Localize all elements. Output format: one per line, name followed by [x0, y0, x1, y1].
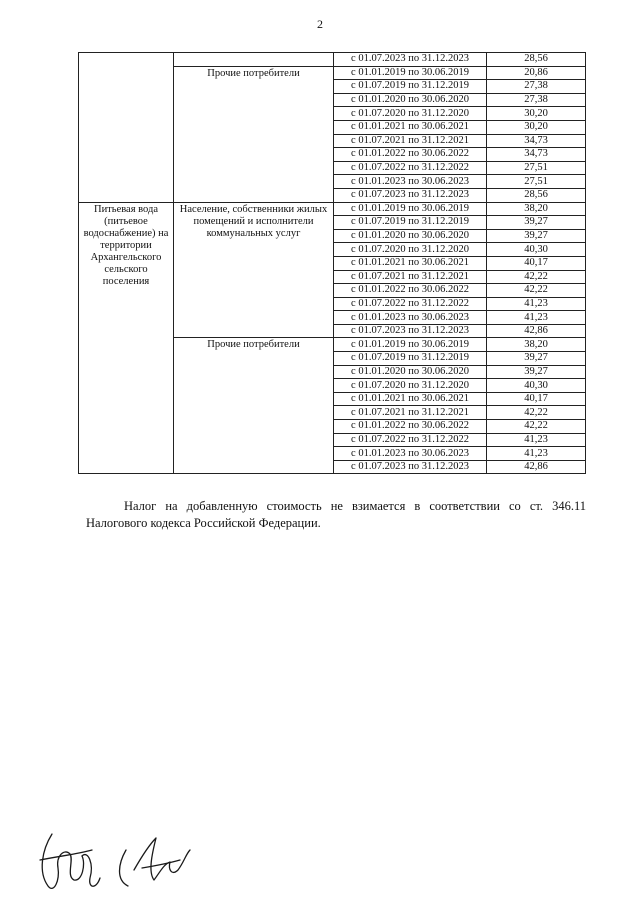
tariff-value-cell: 42,22 [487, 406, 586, 420]
period-cell: с 01.07.2022 по 31.12.2022 [334, 297, 487, 311]
tariff-value-cell: 27,51 [487, 161, 586, 175]
table-row [79, 202, 586, 216]
tariff-value-cell: 42,86 [487, 460, 586, 474]
period-cell: с 01.01.2022 по 30.06.2022 [334, 420, 487, 434]
period-cell: с 01.07.2021 по 31.12.2021 [334, 270, 487, 284]
tariff-value-cell: 20,86 [487, 66, 586, 80]
period-cell: с 01.01.2020 по 30.06.2020 [334, 365, 487, 379]
vat-note-line-2: Налогового кодекса Российской Федерации. [86, 516, 321, 530]
tariff-value-cell: 34,73 [487, 148, 586, 162]
page-number: 2 [317, 17, 323, 31]
period-cell: с 01.07.2023 по 31.12.2023 [334, 324, 487, 338]
period-cell: с 01.07.2020 по 31.12.2020 [334, 379, 487, 393]
period-cell: с 01.01.2023 по 30.06.2023 [334, 175, 487, 189]
period-cell: с 01.01.2023 по 30.06.2023 [334, 447, 487, 461]
period-cell: с 01.01.2019 по 30.06.2019 [334, 66, 487, 80]
tariff-value-cell: 39,27 [487, 229, 586, 243]
tariff-value-cell: 30,20 [487, 107, 586, 121]
period-cell: с 01.07.2022 по 31.12.2022 [334, 161, 487, 175]
table-row [79, 53, 586, 67]
tariff-value-cell: 42,22 [487, 420, 586, 434]
period-cell: с 01.07.2021 по 31.12.2021 [334, 134, 487, 148]
tariff-value-cell: 28,56 [487, 188, 586, 202]
tariff-value-cell: 42,22 [487, 270, 586, 284]
period-cell: с 01.07.2023 по 31.12.2023 [334, 460, 487, 474]
tariff-value-cell: 34,73 [487, 134, 586, 148]
period-cell: с 01.01.2020 по 30.06.2020 [334, 93, 487, 107]
tariff-value-cell: 38,20 [487, 338, 586, 352]
tariff-value-cell: 41,23 [487, 297, 586, 311]
tariff-value-cell: 41,23 [487, 433, 586, 447]
consumer-group-cell [174, 53, 334, 67]
tariff-value-cell: 42,22 [487, 284, 586, 298]
period-cell: с 01.07.2021 по 31.12.2021 [334, 406, 487, 420]
tariff-value-cell: 42,86 [487, 324, 586, 338]
tariff-value-cell: 39,27 [487, 365, 586, 379]
period-cell: с 01.07.2020 по 31.12.2020 [334, 243, 487, 257]
period-cell: с 01.01.2020 по 30.06.2020 [334, 229, 487, 243]
period-cell: с 01.01.2021 по 30.06.2021 [334, 392, 487, 406]
tariff-value-cell: 40,30 [487, 243, 586, 257]
period-cell: с 01.01.2022 по 30.06.2022 [334, 148, 487, 162]
period-cell: с 01.07.2023 по 31.12.2023 [334, 188, 487, 202]
period-cell: с 01.07.2019 по 31.12.2019 [334, 216, 487, 230]
consumer-group-cell: Прочие потребители [174, 338, 334, 474]
period-cell: с 01.01.2019 по 30.06.2019 [334, 202, 487, 216]
period-cell: с 01.07.2019 по 31.12.2019 [334, 80, 487, 94]
tariff-value-cell: 40,17 [487, 256, 586, 270]
tariff-value-cell: 39,27 [487, 352, 586, 366]
consumer-group-cell: Население, собственники жилых помещений и исполнители коммунальных услуг [174, 202, 334, 338]
tariff-value-cell: 41,23 [487, 311, 586, 325]
tariff-table [78, 52, 586, 474]
tariff-value-cell: 38,20 [487, 202, 586, 216]
tariff-value-cell: 27,38 [487, 93, 586, 107]
period-cell: с 01.07.2020 по 31.12.2020 [334, 107, 487, 121]
tariff-value-cell: 40,30 [487, 379, 586, 393]
tariff-value-cell: 28,56 [487, 53, 586, 67]
period-cell: с 01.01.2021 по 30.06.2021 [334, 120, 487, 134]
period-cell: с 01.07.2023 по 31.12.2023 [334, 53, 487, 67]
period-cell: с 01.01.2023 по 30.06.2023 [334, 311, 487, 325]
period-cell: с 01.01.2022 по 30.06.2022 [334, 284, 487, 298]
tariff-value-cell: 40,17 [487, 392, 586, 406]
resource-cell [79, 53, 174, 203]
handwritten-signature [30, 820, 210, 900]
tariff-value-cell: 30,20 [487, 120, 586, 134]
resource-cell: Питьевая вода (питьевое водоснабжение) на территории Архангельского сельского поселения [79, 202, 174, 474]
period-cell: с 01.07.2019 по 31.12.2019 [334, 352, 487, 366]
tariff-value-cell: 27,51 [487, 175, 586, 189]
tariff-value-cell: 27,38 [487, 80, 586, 94]
tariff-value-cell: 41,23 [487, 447, 586, 461]
period-cell: с 01.07.2022 по 31.12.2022 [334, 433, 487, 447]
vat-note-line-1: Налог на добавленную стоимость не взимается в соответствии со ст. 346.11 [124, 499, 586, 513]
period-cell: с 01.01.2021 по 30.06.2021 [334, 256, 487, 270]
period-cell: с 01.01.2019 по 30.06.2019 [334, 338, 487, 352]
vat-note [86, 498, 586, 532]
tariff-value-cell: 39,27 [487, 216, 586, 230]
consumer-group-cell: Прочие потребители [174, 66, 334, 202]
